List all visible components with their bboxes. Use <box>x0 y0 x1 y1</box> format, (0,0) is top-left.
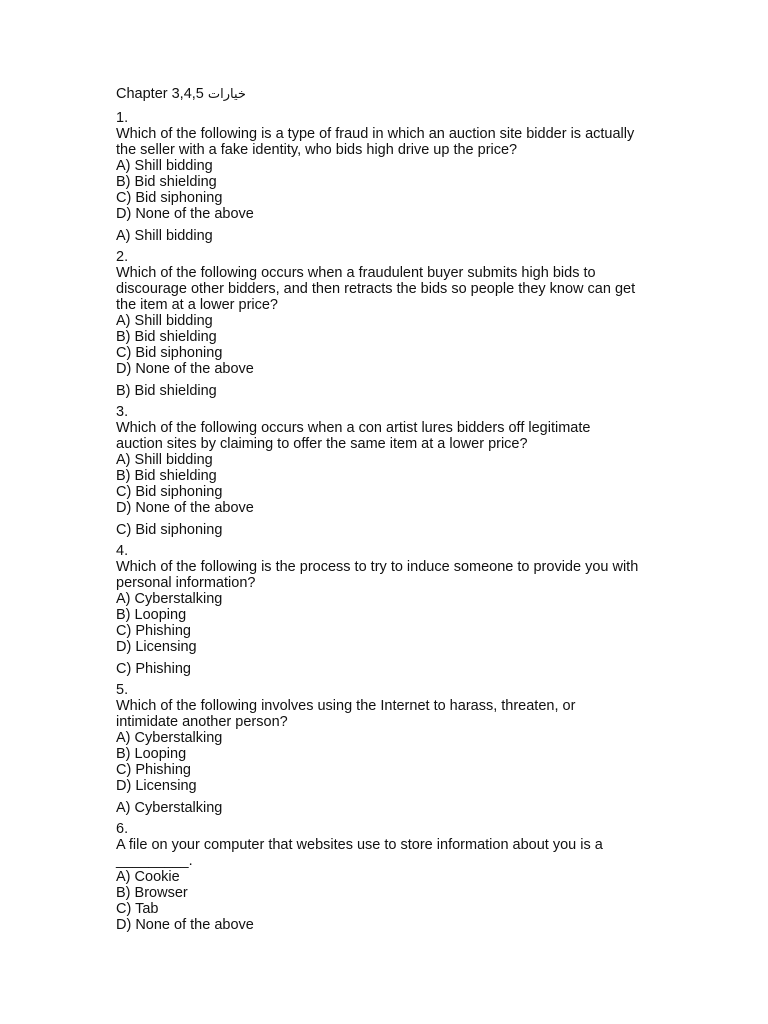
option-list <box>116 591 708 655</box>
answer-option: D) Licensing <box>116 639 197 655</box>
question-block <box>116 821 708 933</box>
question-text-line: Which of the following is a type of fraud in which an auction site bidder is actually <box>116 126 635 142</box>
answer-option: A) Shill bidding <box>116 313 213 329</box>
answer-option: A) Shill bidding <box>116 452 213 468</box>
answer-option: C) Bid siphoning <box>116 484 223 500</box>
question-number: 4. <box>116 543 129 559</box>
answer-option: D) Licensing <box>116 778 197 794</box>
answer-option: D) None of the above <box>116 361 254 377</box>
answer-option: C) Phishing <box>116 762 191 778</box>
title-text: Chapter 3,4,5 <box>116 86 204 102</box>
option-list <box>116 730 708 794</box>
correct-answer: C) Phishing <box>116 661 191 677</box>
question-block <box>116 543 708 677</box>
question-list <box>116 110 708 933</box>
correct-answer: C) Bid siphoning <box>116 522 223 538</box>
answer-option: D) None of the above <box>116 206 254 222</box>
question-text-line: intimidate another person? <box>116 714 288 730</box>
answer-option: C) Bid siphoning <box>116 190 223 206</box>
question-text-line: the seller with a fake identity, who bids high drive up the price? <box>116 142 518 158</box>
question-block <box>116 110 708 244</box>
correct-answer: B) Bid shielding <box>116 383 217 399</box>
question-text-line: Which of the following occurs when a con artist lures bidders off legitimate <box>116 420 591 436</box>
question-block <box>116 682 708 816</box>
option-list <box>116 313 708 377</box>
answer-option: A) Cookie <box>116 869 180 885</box>
answer-option: A) Cyberstalking <box>116 591 223 607</box>
answer-option: B) Browser <box>116 885 188 901</box>
question-text-line: discourage other bidders, and then retracts the bids so people they know can get <box>116 281 636 297</box>
question-text-line: A file on your computer that websites use to store information about you is a <box>116 837 603 853</box>
question-text-line: personal information? <box>116 575 256 591</box>
answer-option: B) Bid shielding <box>116 329 217 345</box>
answer-option: A) Cyberstalking <box>116 730 223 746</box>
answer-option: B) Looping <box>116 746 187 762</box>
option-list <box>116 452 708 516</box>
answer-option: C) Tab <box>116 901 159 917</box>
answer-option: C) Phishing <box>116 623 191 639</box>
question-number: 1. <box>116 110 129 126</box>
answer-option: B) Bid shielding <box>116 468 217 484</box>
title-arabic-text: خيارات <box>207 87 246 102</box>
answer-option: D) None of the above <box>116 500 254 516</box>
page-title <box>116 86 708 103</box>
answer-option: C) Bid siphoning <box>116 345 223 361</box>
correct-answer: A) Cyberstalking <box>116 800 223 816</box>
answer-option: B) Looping <box>116 607 187 623</box>
question-text-line: Which of the following occurs when a fraudulent buyer submits high bids to <box>116 265 596 281</box>
option-list <box>116 869 708 933</box>
question-text-line: Which of the following involves using the Internet to harass, threaten, or <box>116 698 576 714</box>
question-text-line: the item at a lower price? <box>116 297 278 313</box>
answer-option: B) Bid shielding <box>116 174 217 190</box>
question-number: 2. <box>116 249 129 265</box>
option-list <box>116 158 708 222</box>
answer-option: D) None of the above <box>116 917 254 933</box>
question-text-line: Which of the following is the process to try to induce someone to provide you with <box>116 559 639 575</box>
question-number: 6. <box>116 821 129 837</box>
question-text-line: _________. <box>116 853 193 869</box>
correct-answer: A) Shill bidding <box>116 228 213 244</box>
question-number: 5. <box>116 682 129 698</box>
answer-option: A) Shill bidding <box>116 158 213 174</box>
question-text-line: auction sites by claiming to offer the same item at a lower price? <box>116 436 528 452</box>
question-block <box>116 249 708 399</box>
question-number: 3. <box>116 404 129 420</box>
question-block <box>116 404 708 538</box>
